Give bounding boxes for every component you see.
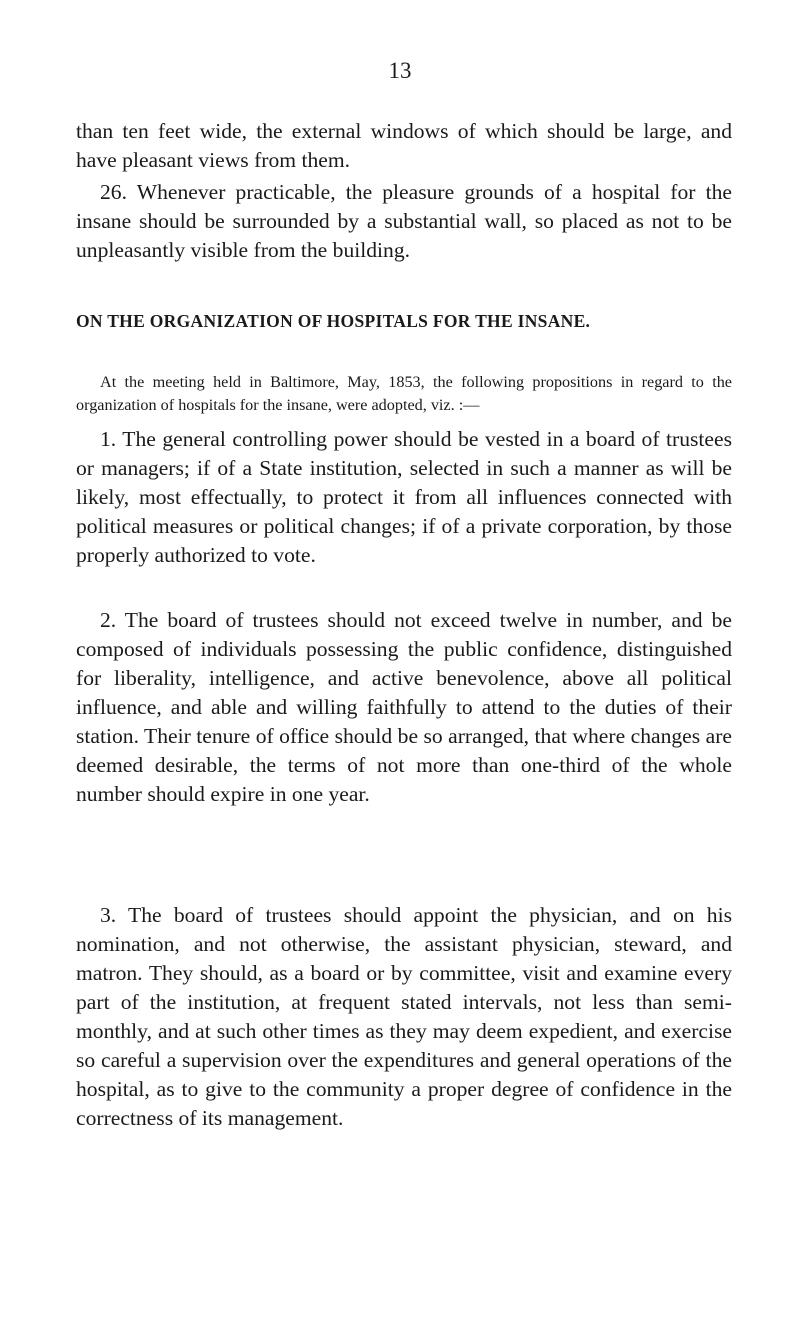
section-heading: ON THE ORGANIZATION OF HOSPITALS FOR THE INSANE. [76, 311, 591, 331]
continuation-paragraph: than ten feet wide, the external windows of which should be large, and have pleasant views from them. [76, 119, 732, 172]
page-number: 13 [388, 58, 412, 83]
proposition-3: 3. The board of trustees should appoint the physician, and on his nomination, and not otherwise, the assistant physician, steward, and matron. They should, as a board or by committee, visit and examine every part of the institution, at frequent stated intervals, not less than semi-monthly, and at such other times as they may deem expedient, and exercise so careful a supervision over the expenditures and general operations of the hospital, as to give to the community a proper degree of confidence in the correctness of its management. [76, 903, 732, 1130]
proposition-1: 1. The general controlling power should be vested in a board of trustees or managers; if of a State institution, selected in such a manner as will be likely, most effectually, to protect it from all influences connected with political measures or political changes; if of a private corporation, by those properly authorized to vote. [76, 427, 732, 567]
intro-paragraph: At the meeting held in Baltimore, May, 1853, the following propositions in regard to the organization of hospitals for the insane, were adopted, viz. :— [76, 373, 732, 414]
paragraph-26: 26. Whenever practicable, the pleasure grounds of a hospital for the insane should be surrounded by a substantial wall, so placed as not to be unpleasantly visible from the building. [76, 180, 732, 262]
proposition-2: 2. The board of trustees should not exceed twelve in number, and be composed of individuals possessing the public confidence, distinguished for liberality, intelligence, and active benevolence, above all political influence, and able and willing faithfully to attend to the duties of their station. Their tenure of office should be so arranged, that where changes are deemed desirable, the terms of not more than one-third of the whole number should expire in one year. [76, 608, 732, 806]
